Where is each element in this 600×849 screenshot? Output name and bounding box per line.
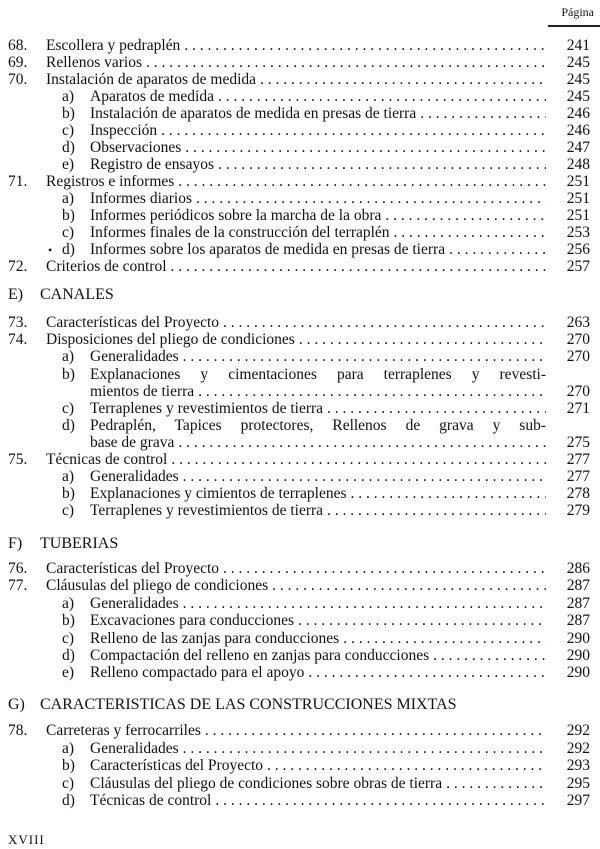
entry-title-row <box>90 434 546 452</box>
entry-page: 277 <box>566 468 590 485</box>
section-title: TUBERIAS <box>40 535 119 552</box>
dot-leader <box>183 740 546 758</box>
entry-title-line1: Pedraplén, Tapices protectores, Rellenos de grava y sub- <box>90 417 546 434</box>
header-rule <box>548 25 600 27</box>
bullet-mark: • <box>48 243 53 257</box>
entry-letter: d) <box>62 792 75 809</box>
toc-entry <box>0 722 600 740</box>
section-letter: F) <box>8 535 23 552</box>
dot-leader <box>420 105 546 123</box>
toc-entry <box>0 54 600 72</box>
toc-entry <box>0 577 600 595</box>
entry-letter: d) <box>62 139 75 156</box>
entry-title: Relleno de las zanjas para conducciones <box>90 630 340 647</box>
entry-page: 246 <box>566 105 590 122</box>
entry-title: Terraplenes y revestimientos de tierra <box>90 502 324 519</box>
entry-title: Informes diarios <box>90 190 193 207</box>
entry-page: 270 <box>566 348 590 365</box>
entry-page: 245 <box>566 88 590 105</box>
entry-title-row <box>90 105 546 123</box>
entry-letter: d) <box>62 241 75 258</box>
toc-entry <box>0 258 600 276</box>
dot-leader <box>184 37 546 55</box>
dot-leader <box>205 722 546 740</box>
toc-entry <box>0 560 600 578</box>
entry-title-row <box>46 71 546 89</box>
entry-title: Técnicas de control <box>90 792 212 809</box>
entry-letter: a) <box>62 468 75 485</box>
entry-title-row <box>46 722 546 740</box>
entry-title: Excavaciones para conducciones <box>90 612 294 629</box>
entry-page: 247 <box>566 139 590 156</box>
entry-title: Disposiciones del pliego de condiciones <box>46 331 295 348</box>
entry-title: Características del Proyecto <box>46 314 220 331</box>
dot-leader <box>198 383 546 401</box>
dot-leader <box>223 314 546 332</box>
entry-title: Compactación del relleno en zanjas para conducciones <box>90 647 430 664</box>
entry-letter: a) <box>62 595 75 612</box>
dot-leader <box>183 595 546 613</box>
entry-number: 69. <box>8 54 28 71</box>
dot-leader <box>161 122 546 140</box>
entry-title-row <box>90 775 546 793</box>
toc-entry <box>0 792 600 810</box>
page-number: XVIII <box>8 832 45 847</box>
entry-title: Terraplenes y revestimientos de tierra <box>90 400 324 417</box>
entry-letter: e) <box>62 156 75 173</box>
entry-title: Generalidades <box>90 348 179 365</box>
dot-leader <box>196 190 546 208</box>
toc-entry <box>0 224 600 242</box>
entry-title: Registros e informes <box>46 173 175 190</box>
dot-leader <box>272 577 546 595</box>
toc-entry <box>0 173 600 191</box>
entry-title-row <box>90 139 546 157</box>
entry-title-row <box>90 647 546 665</box>
entry-letter: b) <box>62 757 75 774</box>
toc-entry <box>0 485 600 503</box>
entry-title: Inspección <box>90 122 158 139</box>
toc-entry <box>0 331 600 349</box>
entry-page: 279 <box>566 502 590 519</box>
entry-title-row <box>90 595 546 613</box>
entry-page: 292 <box>566 740 590 757</box>
entry-title: Explanaciones y cimientos de terraplenes <box>90 485 347 502</box>
dot-leader <box>327 400 546 418</box>
entry-title-row <box>46 314 546 332</box>
dot-leader <box>146 54 546 72</box>
entry-title: Técnicas de control <box>46 451 168 468</box>
entry-page: 245 <box>566 54 590 71</box>
dot-leader <box>185 139 546 157</box>
entry-letter: b) <box>62 207 75 224</box>
entry-title-row <box>90 348 546 366</box>
entry-page: 251 <box>566 207 590 224</box>
entry-letter: c) <box>62 502 75 519</box>
entry-page: 290 <box>566 664 590 681</box>
entry-title: Características del Proyecto <box>46 560 220 577</box>
entry-page: 257 <box>566 258 590 275</box>
toc-entry <box>0 434 600 452</box>
entry-letter: c) <box>62 775 75 792</box>
page-column-label: Página <box>561 5 594 19</box>
entry-title-row <box>90 740 546 758</box>
entry-letter: c) <box>62 630 75 647</box>
toc-entry <box>0 383 600 401</box>
entry-letter: d) <box>62 417 75 434</box>
toc-entry <box>0 156 600 174</box>
entry-title-row <box>46 173 546 191</box>
entry-title-row <box>90 468 546 486</box>
entry-title: Generalidades <box>90 595 179 612</box>
entry-title-row <box>90 190 546 208</box>
dot-leader <box>218 88 546 106</box>
entry-title-row <box>46 451 546 469</box>
dot-leader <box>343 630 546 648</box>
toc-entry <box>0 740 600 758</box>
entry-page: 287 <box>566 577 590 594</box>
toc-entry <box>0 757 600 775</box>
toc-entry-line1 <box>0 417 600 435</box>
entry-title: Registro de ensayos <box>90 156 214 173</box>
entry-title-line1: Explanaciones y cimentaciones para terraplenes y revesti- <box>90 366 546 383</box>
entry-title-row <box>90 224 546 242</box>
entry-page: 270 <box>566 383 590 400</box>
entry-page: 290 <box>566 630 590 647</box>
dot-leader <box>171 258 546 276</box>
entry-number: 78. <box>8 722 28 739</box>
toc-entry <box>0 451 600 469</box>
toc-entry <box>0 71 600 89</box>
dot-leader <box>433 647 546 665</box>
entry-page: 241 <box>566 37 590 54</box>
entry-page: 287 <box>566 595 590 612</box>
entry-title-row <box>90 757 546 775</box>
entry-page: 277 <box>566 451 590 468</box>
entry-title-row <box>90 207 546 225</box>
entry-title: Informes finales de la construcción del terraplén <box>90 224 390 241</box>
section-title: CARACTERISTICAS DE LAS CONSTRUCCIONES MIXTAS <box>40 696 457 713</box>
entry-title: Instalación de aparatos de medida en presas de tierra <box>90 105 417 122</box>
entry-letter: e) <box>62 664 75 681</box>
entry-title-row <box>90 400 546 418</box>
entry-page: 270 <box>566 331 590 348</box>
toc-entry-line1 <box>0 366 600 384</box>
entry-letter: a) <box>62 88 75 105</box>
toc-entry <box>0 241 600 259</box>
dot-leader <box>449 241 546 259</box>
entry-page: 246 <box>566 122 590 139</box>
dot-leader <box>215 792 546 810</box>
toc-entry <box>0 647 600 665</box>
entry-number: 71. <box>8 173 28 190</box>
entry-title: Rellenos varios <box>46 54 142 71</box>
toc-entry <box>0 314 600 332</box>
dot-leader <box>260 71 546 89</box>
entry-title-row <box>46 54 546 72</box>
dot-leader <box>394 224 546 242</box>
section-heading <box>8 285 114 305</box>
entry-page: 297 <box>566 792 590 809</box>
section-heading <box>8 695 457 715</box>
entry-page: 263 <box>566 314 590 331</box>
entry-letter: c) <box>62 122 75 139</box>
dot-leader <box>327 502 546 520</box>
toc-entry <box>0 468 600 486</box>
entry-letter: c) <box>62 400 75 417</box>
entry-letter: b) <box>62 612 75 629</box>
entry-title-row <box>46 577 546 595</box>
entry-page: 245 <box>566 71 590 88</box>
dot-leader <box>183 468 546 486</box>
toc-entry <box>0 775 600 793</box>
entry-page: 253 <box>566 224 590 241</box>
entry-page: 286 <box>566 560 590 577</box>
entry-page: 251 <box>566 173 590 190</box>
section-heading <box>8 534 118 554</box>
toc-entry <box>0 664 600 682</box>
entry-page: 290 <box>566 647 590 664</box>
entry-title-row <box>90 630 546 648</box>
dot-leader <box>308 664 546 682</box>
dot-leader <box>299 331 546 349</box>
entry-title-row <box>90 383 546 401</box>
entry-letter: b) <box>62 485 75 502</box>
entry-title: base de grava <box>90 434 175 451</box>
entry-title-row <box>90 88 546 106</box>
entry-title-row <box>90 502 546 520</box>
entry-title: Observaciones <box>90 139 182 156</box>
entry-title-row <box>46 258 546 276</box>
entry-number: 76. <box>8 560 28 577</box>
entry-letter: c) <box>62 224 75 241</box>
entry-letter: a) <box>62 348 75 365</box>
entry-letter: d) <box>62 647 75 664</box>
entry-page: 292 <box>566 722 590 739</box>
entry-title: Cláusulas del pliego de condiciones <box>46 577 269 594</box>
entry-page: 287 <box>566 612 590 629</box>
section-letter: E) <box>8 286 24 303</box>
entry-title-row <box>90 122 546 140</box>
toc-entry <box>0 190 600 208</box>
dot-leader <box>178 434 546 452</box>
entry-title-row <box>90 664 546 682</box>
entry-number: 74. <box>8 331 28 348</box>
entry-title: mientos de tierra <box>90 383 195 400</box>
toc-entry <box>0 105 600 123</box>
toc-entry <box>0 348 600 366</box>
entry-title: Informes periódicos sobre la marcha de la obra <box>90 207 382 224</box>
entry-number: 77. <box>8 577 28 594</box>
section-title: CANALES <box>40 286 114 303</box>
toc-entry <box>0 502 600 520</box>
entry-letter: a) <box>62 190 75 207</box>
toc-entry <box>0 139 600 157</box>
toc-entry <box>0 122 600 140</box>
entry-page: 271 <box>566 400 590 417</box>
entry-title-row <box>90 156 546 174</box>
toc-entry <box>0 595 600 613</box>
entry-letter: a) <box>62 740 75 757</box>
entry-title: Generalidades <box>90 740 179 757</box>
entry-page: 275 <box>566 434 590 451</box>
entry-number: 75. <box>8 451 28 468</box>
dot-leader <box>267 757 546 775</box>
toc-entry <box>0 630 600 648</box>
toc-entry <box>0 37 600 55</box>
entry-number: 72. <box>8 258 28 275</box>
entry-title-row <box>90 792 546 810</box>
dot-leader <box>178 173 546 191</box>
entry-page: 295 <box>566 775 590 792</box>
dot-leader <box>298 612 546 630</box>
entry-title: Aparatos de medida <box>90 88 214 105</box>
dot-leader <box>218 156 546 174</box>
entry-title-row <box>90 241 546 259</box>
entry-number: 68. <box>8 37 28 54</box>
entry-title: Características del Proyecto <box>90 757 264 774</box>
dot-leader <box>385 207 546 225</box>
entry-page: 256 <box>566 241 590 258</box>
entry-letter: b) <box>62 105 75 122</box>
entry-title: Relleno compactado para el apoyo <box>90 664 305 681</box>
entry-number: 73. <box>8 314 28 331</box>
dot-leader <box>223 560 546 578</box>
dot-leader <box>171 451 546 469</box>
entry-title-row <box>46 560 546 578</box>
entry-title: Instalación de aparatos de medida <box>46 71 257 88</box>
entry-title-row <box>46 331 546 349</box>
entry-title-row <box>90 612 546 630</box>
dot-leader <box>183 348 546 366</box>
section-letter: G) <box>8 696 25 713</box>
toc-entry <box>0 400 600 418</box>
entry-title: Escollera y pedraplén <box>46 37 181 54</box>
entry-letter: b) <box>62 366 75 383</box>
toc-entry <box>0 88 600 106</box>
toc-entry <box>0 207 600 225</box>
toc-entry <box>0 612 600 630</box>
entry-title-row <box>46 37 546 55</box>
dot-leader <box>446 775 546 793</box>
entry-page: 278 <box>566 485 590 502</box>
entry-title: Carreteras y ferrocarriles <box>46 722 201 739</box>
entry-title-row <box>90 485 546 503</box>
entry-page: 251 <box>566 190 590 207</box>
entry-title: Generalidades <box>90 468 179 485</box>
entry-title: Cláusulas del pliego de condiciones sobre obras de tierra <box>90 775 443 792</box>
entry-page: 293 <box>566 757 590 774</box>
entry-number: 70. <box>8 71 28 88</box>
dot-leader <box>351 485 546 503</box>
entry-title: Informes sobre los aparatos de medida en presas de tierra <box>90 241 446 258</box>
entry-title: Criterios de control <box>46 258 167 275</box>
entry-page: 248 <box>566 156 590 173</box>
